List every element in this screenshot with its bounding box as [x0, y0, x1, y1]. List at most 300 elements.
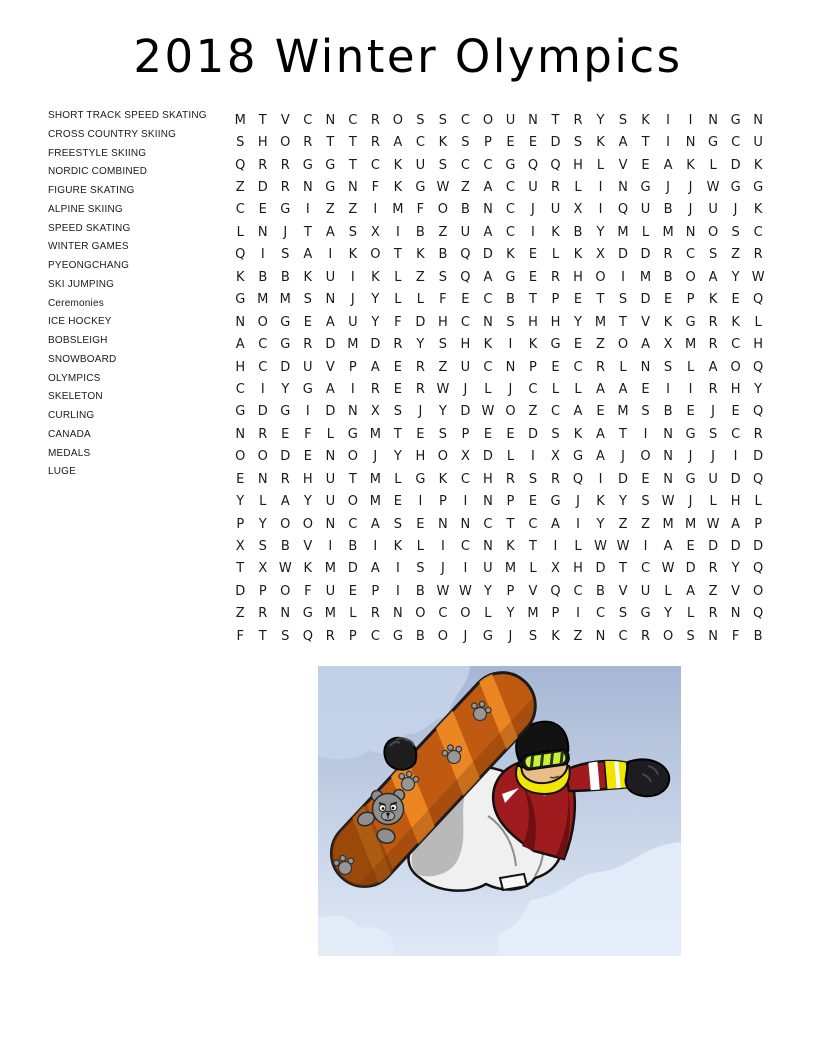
grid-letter: B — [753, 628, 763, 644]
grid-letter: D — [370, 337, 381, 353]
grid-letter: G — [302, 606, 313, 622]
grid-letter: C — [731, 337, 741, 353]
grid-letter: O — [347, 494, 358, 510]
grid-letter: S — [686, 628, 695, 644]
grid-letter: P — [348, 359, 357, 375]
grid-letter: D — [753, 449, 764, 465]
grid-letter: M — [347, 337, 359, 353]
grid-letter: O — [280, 135, 291, 151]
grid-letter: Q — [302, 628, 313, 644]
grid-letter: E — [596, 404, 605, 420]
grid-letter: B — [258, 269, 268, 285]
grid-letter: H — [573, 269, 583, 285]
grid-letter: G — [280, 314, 291, 330]
grid-letter: G — [685, 471, 696, 487]
grid-letter: J — [688, 202, 693, 218]
grid-letter: K — [235, 269, 245, 285]
grid-letter: A — [483, 224, 493, 240]
grid-letter: S — [281, 628, 290, 644]
grid-letter: B — [663, 404, 673, 420]
grid-letter: B — [415, 224, 425, 240]
grid-letter: N — [663, 449, 673, 465]
grid-letter: D — [708, 539, 719, 555]
grid-letter: T — [619, 314, 627, 330]
grid-letter: L — [574, 180, 582, 196]
grid-letter: G — [730, 112, 741, 128]
grid-letter: K — [641, 112, 650, 128]
word-list-item: LUGE — [48, 466, 77, 478]
grid-letter: U — [325, 583, 336, 599]
grid-letter: A — [618, 381, 628, 397]
grid-letter: P — [484, 135, 492, 151]
word-list — [48, 107, 233, 482]
grid-letter: Y — [281, 381, 290, 397]
grid-letter: T — [393, 247, 402, 263]
grid-letter: S — [573, 135, 583, 151]
grid-letter: W — [481, 404, 495, 420]
grid-letter: R — [303, 337, 313, 353]
grid-letter: D — [280, 359, 291, 375]
grid-letter: O — [617, 337, 629, 353]
grid-letter: N — [257, 471, 268, 487]
grid-letter: D — [415, 314, 426, 330]
grid-letter: O — [437, 202, 449, 218]
grid-letter: S — [438, 337, 448, 353]
grid-letter: H — [528, 314, 538, 330]
grid-letter: T — [348, 471, 357, 487]
grid-letter: U — [348, 314, 358, 330]
grid-letter: X — [235, 539, 245, 555]
grid-letter: R — [550, 180, 560, 196]
grid-letter: M — [639, 269, 652, 285]
grid-letter: W — [751, 269, 765, 285]
grid-letter: J — [440, 561, 445, 577]
grid-letter: D — [235, 583, 246, 599]
grid-letter: C — [595, 606, 606, 622]
grid-letter: E — [506, 135, 515, 151]
grid-letter: K — [438, 135, 448, 151]
grid-letter: S — [438, 426, 448, 442]
grid-letter: N — [618, 180, 628, 196]
grid-letter: R — [550, 269, 560, 285]
grid-letter: D — [257, 180, 268, 196]
grid-letter: R — [505, 471, 515, 487]
grid-letter: Y — [619, 494, 627, 510]
grid-letter: S — [551, 426, 560, 442]
grid-letter: P — [258, 583, 267, 599]
grid-letter: U — [325, 471, 336, 487]
grid-letter: I — [440, 539, 445, 555]
grid-letter: S — [708, 426, 718, 442]
grid-letter: Q — [550, 157, 561, 173]
grid-letter: I — [553, 539, 558, 555]
grid-letter: C — [460, 112, 470, 128]
grid-letter: E — [686, 539, 695, 555]
grid-letter: I — [531, 449, 535, 465]
grid-letter: U — [708, 202, 718, 218]
grid-letter: C — [415, 135, 425, 151]
grid-letter: K — [438, 471, 448, 487]
grid-letter: L — [529, 561, 537, 577]
grid-letter: Y — [754, 381, 763, 397]
grid-letter: K — [573, 426, 583, 442]
grid-letter: H — [415, 449, 426, 465]
grid-letter: G — [235, 292, 246, 308]
grid-letter: L — [596, 157, 605, 173]
grid-letter: K — [506, 539, 515, 555]
grid-letter: A — [325, 314, 335, 330]
grid-letter: Y — [371, 314, 380, 330]
grid-letter: R — [280, 471, 290, 487]
grid-letter: I — [260, 247, 265, 263]
grid-letter: M — [617, 224, 629, 240]
grid-letter: C — [235, 202, 245, 218]
grid-letter: Q — [753, 561, 764, 577]
grid-letter: H — [753, 337, 763, 353]
grid-letter: D — [325, 337, 336, 353]
grid-letter: H — [460, 337, 471, 353]
grid-letter: N — [347, 180, 358, 196]
grid-letter: U — [460, 224, 471, 240]
grid-letter: M — [617, 404, 629, 420]
grid-letter: L — [349, 606, 357, 622]
grid-letter: H — [302, 471, 313, 487]
grid-letter: R — [393, 337, 403, 353]
grid-letter: I — [666, 135, 670, 151]
grid-letter: M — [684, 337, 697, 353]
grid-letter: V — [280, 112, 290, 128]
grid-letter: E — [528, 247, 538, 263]
grid-letter: S — [663, 359, 673, 375]
grid-letter: G — [708, 135, 719, 151]
grid-letter: N — [505, 359, 516, 375]
grid-letter: Y — [258, 516, 267, 532]
grid-letter: A — [393, 135, 403, 151]
grid-letter: G — [302, 381, 313, 397]
grid-letter: C — [460, 314, 470, 330]
grid-letter: A — [370, 561, 380, 577]
snowboarder-illustration — [318, 666, 681, 956]
grid-letter: M — [324, 561, 336, 577]
grid-letter: I — [688, 112, 693, 128]
grid-letter: R — [753, 247, 763, 263]
grid-letter: G — [640, 606, 651, 622]
grid-letter: C — [348, 516, 358, 532]
grid-letter: X — [551, 561, 560, 577]
grid-letter: G — [415, 471, 426, 487]
grid-letter: B — [663, 269, 673, 285]
grid-letter: C — [550, 404, 561, 420]
grid-letter: O — [685, 269, 696, 285]
grid-letter: Y — [731, 269, 740, 285]
grid-letter: Z — [528, 404, 538, 420]
grid-letter: O — [415, 606, 426, 622]
grid-letter: A — [325, 224, 335, 240]
grid-letter: O — [730, 359, 741, 375]
grid-letter: I — [305, 202, 310, 218]
grid-letter: C — [370, 157, 380, 173]
grid-letter: N — [235, 426, 246, 442]
word-list-item: MEDALS — [48, 447, 91, 459]
grid-letter: S — [528, 471, 538, 487]
grid-letter: R — [303, 135, 313, 151]
grid-letter: J — [621, 449, 625, 465]
grid-letter: C — [753, 224, 763, 240]
grid-letter: C — [528, 381, 538, 397]
grid-letter: E — [573, 292, 583, 308]
grid-letter: U — [708, 471, 718, 487]
grid-letter: Q — [527, 157, 539, 173]
grid-letter: N — [753, 112, 763, 128]
grid-letter: S — [641, 404, 650, 420]
grid-letter: L — [236, 224, 244, 240]
grid-letter: O — [257, 449, 268, 465]
grid-letter: A — [551, 516, 560, 532]
grid-letter: N — [708, 628, 718, 644]
grid-letter: I — [643, 426, 648, 442]
grid-letter: Q — [235, 247, 246, 263]
grid-letter: E — [573, 337, 583, 353]
grid-letter: K — [753, 202, 763, 218]
grid-letter: I — [418, 494, 423, 510]
grid-letter: Y — [416, 337, 425, 353]
grid-letter: L — [619, 359, 627, 375]
grid-letter: T — [551, 112, 560, 128]
grid-letter: B — [280, 269, 290, 285]
grid-letter: I — [733, 449, 738, 465]
grid-letter: G — [572, 449, 584, 465]
grid-letter: E — [303, 449, 312, 465]
grid-letter: Z — [438, 224, 448, 240]
grid-letter: I — [598, 202, 603, 218]
grid-letter: I — [305, 404, 310, 420]
grid-letter: R — [280, 157, 290, 173]
grid-letter: M — [504, 561, 517, 577]
grid-letter: M — [369, 426, 381, 442]
grid-letter: K — [708, 292, 718, 308]
grid-letter: R — [753, 426, 763, 442]
grid-letter: L — [709, 494, 717, 510]
grid-letter: K — [303, 561, 313, 577]
grid-letter: L — [754, 314, 762, 330]
grid-letter: I — [643, 539, 648, 555]
grid-letter: R — [550, 471, 560, 487]
grid-letter: B — [415, 583, 425, 599]
grid-letter: K — [573, 247, 583, 263]
grid-letter: K — [303, 269, 313, 285]
grid-letter: J — [418, 404, 423, 420]
grid-letter: V — [731, 583, 741, 599]
grid-letter: P — [754, 516, 763, 532]
grid-letter: I — [621, 269, 625, 285]
grid-letter: R — [258, 157, 268, 173]
grid-letter: A — [280, 494, 290, 510]
grid-letter: R — [595, 359, 606, 375]
grid-letter: S — [618, 292, 628, 308]
grid-letter: T — [619, 561, 627, 577]
grid-letter: D — [347, 561, 358, 577]
grid-letter: Y — [393, 449, 402, 465]
grid-letter: U — [303, 359, 313, 375]
grid-letter: Y — [236, 494, 245, 510]
grid-letter: T — [506, 516, 515, 532]
grid-letter: C — [460, 539, 470, 555]
grid-letter: Y — [596, 224, 605, 240]
grid-letter: L — [416, 539, 424, 555]
grid-letter: C — [483, 516, 493, 532]
grid-letter: F — [304, 426, 312, 442]
grid-letter: E — [348, 583, 357, 599]
grid-letter: R — [370, 381, 380, 397]
grid-letter: A — [303, 247, 313, 263]
grid-letter: Y — [438, 404, 447, 420]
grid-letter: P — [686, 292, 695, 308]
grid-letter: C — [438, 606, 448, 622]
grid-letter: Q — [572, 471, 584, 487]
grid-letter: R — [370, 606, 380, 622]
grid-letter: G — [415, 180, 426, 196]
grid-letter: M — [279, 292, 291, 308]
grid-letter: G — [235, 404, 246, 420]
grid-letter: Q — [235, 157, 246, 173]
grid-letter: C — [731, 135, 741, 151]
grid-letter: O — [347, 449, 358, 465]
grid-letter: D — [618, 471, 629, 487]
grid-letter: O — [280, 516, 291, 532]
grid-letter: A — [663, 539, 673, 555]
grid-letter: G — [280, 404, 291, 420]
grid-letter: U — [528, 180, 538, 196]
grid-letter: K — [663, 314, 673, 330]
grid-letter: B — [280, 539, 290, 555]
word-list-item: SNOWBOARD — [48, 353, 117, 365]
grid-letter: W — [706, 180, 720, 196]
grid-letter: P — [506, 494, 515, 510]
grid-letter: E — [528, 135, 538, 151]
grid-letter: S — [506, 314, 515, 330]
grid-letter: M — [594, 314, 607, 330]
grid-letter: N — [483, 314, 493, 330]
grid-letter: N — [685, 224, 696, 240]
grid-letter: A — [618, 135, 628, 151]
grid-letter: E — [483, 426, 493, 442]
grid-letter: J — [688, 449, 693, 465]
grid-letter: K — [371, 269, 380, 285]
grid-letter: G — [550, 337, 561, 353]
grid-letter: D — [730, 471, 741, 487]
grid-letter: L — [259, 494, 267, 510]
grid-letter: U — [415, 157, 426, 173]
grid-letter: E — [528, 269, 538, 285]
grid-letter: E — [393, 494, 402, 510]
grid-letter: K — [596, 494, 605, 510]
grid-letter: I — [666, 381, 670, 397]
grid-letter: O — [753, 583, 764, 599]
grid-letter: J — [373, 449, 378, 465]
grid-letter: U — [505, 112, 516, 128]
grid-letter: M — [527, 606, 539, 622]
grid-letter: Z — [596, 337, 605, 353]
grid-letter: X — [573, 202, 583, 218]
grid-letter: L — [394, 269, 402, 285]
grid-letter: U — [753, 135, 763, 151]
word-list-item: ALPINE SKIING — [48, 203, 123, 215]
grid-letter: J — [711, 449, 715, 465]
grid-letter: F — [304, 583, 312, 599]
grid-letter: N — [325, 516, 336, 532]
grid-letter: E — [506, 426, 515, 442]
grid-letter: J — [531, 202, 535, 218]
grid-letter: G — [685, 426, 696, 442]
grid-letter: G — [550, 494, 561, 510]
grid-letter: S — [258, 539, 267, 555]
grid-letter: W — [594, 539, 607, 555]
grid-letter: N — [528, 112, 538, 128]
grid-letter: B — [460, 202, 470, 218]
grid-letter: S — [438, 112, 448, 128]
grid-letter: F — [394, 314, 402, 330]
grid-letter: U — [460, 359, 471, 375]
grid-letter: K — [686, 157, 695, 173]
grid-letter: C — [573, 359, 583, 375]
grid-letter: C — [235, 381, 245, 397]
grid-letter: L — [664, 583, 672, 599]
grid-letter: T — [641, 135, 650, 151]
grid-letter: U — [640, 202, 651, 218]
grid-letter: S — [438, 269, 448, 285]
grid-letter: U — [325, 269, 336, 285]
grid-letter: B — [596, 583, 605, 599]
grid-letter: K — [393, 180, 403, 196]
grid-letter: Y — [303, 494, 312, 510]
grid-letter: J — [463, 381, 468, 397]
grid-letter: H — [730, 494, 741, 510]
grid-letter: D — [482, 247, 493, 263]
grid-letter: E — [393, 381, 402, 397]
grid-letter: Y — [596, 516, 605, 532]
grid-letter: O — [460, 606, 471, 622]
grid-letter: T — [596, 292, 605, 308]
grid-letter: C — [573, 583, 583, 599]
grid-letter: H — [483, 471, 493, 487]
grid-letter: P — [236, 516, 245, 532]
grid-letter: Z — [325, 202, 335, 218]
grid-letter: F — [731, 628, 740, 644]
grid-letter: L — [551, 247, 560, 263]
grid-letter: S — [393, 404, 402, 420]
grid-letter: I — [576, 516, 580, 532]
grid-letter: T — [348, 135, 357, 151]
snowboarder-clipart — [318, 666, 681, 956]
grid-letter: W — [661, 561, 675, 577]
grid-letter: H — [235, 359, 246, 375]
grid-letter: M — [324, 606, 336, 622]
grid-letter: Z — [573, 628, 583, 644]
grid-letter: C — [258, 337, 268, 353]
grid-letter: G — [392, 628, 403, 644]
grid-letter: J — [508, 628, 513, 644]
grid-letter: I — [395, 224, 400, 240]
grid-letter: I — [666, 112, 670, 128]
grid-letter: N — [280, 606, 291, 622]
grid-letter: X — [551, 449, 560, 465]
grid-letter: S — [416, 112, 425, 128]
grid-letter: S — [528, 628, 538, 644]
grid-letter: Q — [460, 269, 471, 285]
grid-letter: V — [528, 583, 538, 599]
grid-letter: R — [280, 180, 290, 196]
grid-letter: A — [596, 426, 605, 442]
